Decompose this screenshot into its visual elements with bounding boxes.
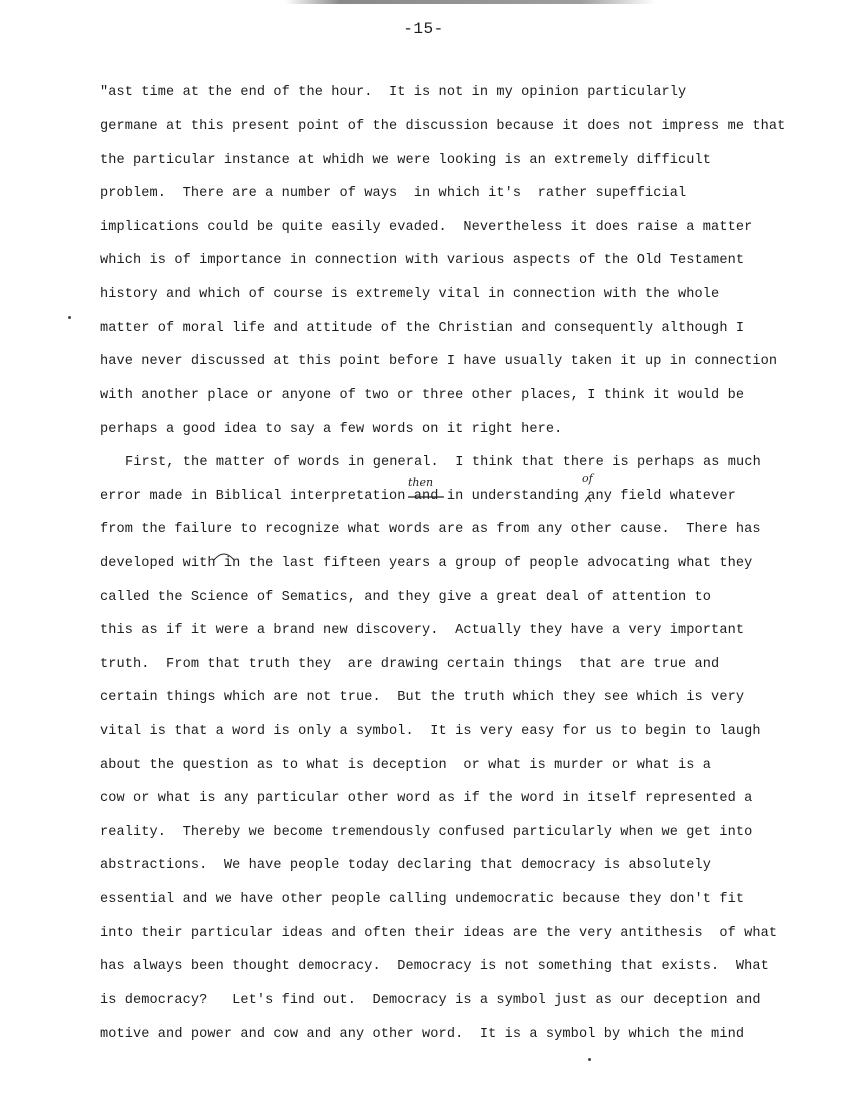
text-line: from the failure to recognize what words are as from any other cause. There has [100, 522, 761, 537]
text-line: cow or what is any particular other word as if the word in itself represented a [100, 791, 753, 806]
text-line: is democracy? Let's find out. Democracy is a symbol just as our deception and [100, 993, 761, 1008]
text-line: matter of moral life and attitude of the Christian and consequently although I [100, 321, 745, 336]
text-line: perhaps a good idea to say a few words on it right here. [100, 422, 563, 437]
text-line: First, the matter of words in general. I think that there is perhaps as much [125, 455, 761, 470]
text-line: developed with in the last fifteen years a group of people advocating what they [100, 556, 753, 571]
text-line: vital is that a word is only a symbol. It is very easy for us to begin to laugh [100, 724, 761, 739]
text-line: about the question as to what is deception or what is murder or what is a [100, 758, 712, 773]
text-line: the particular instance at whidh we were looking is an extremely difficult [100, 153, 712, 168]
text-line: called the Science of Sematics, and they give a great deal of attention to [100, 590, 712, 605]
text-line: error made in Biblical interpretation and in understanding any field whatever [100, 489, 736, 504]
text-line: abstractions. We have people today declaring that democracy is absolutely [100, 858, 712, 873]
stray-mark [588, 1058, 591, 1061]
stray-mark [68, 316, 71, 319]
text-line: with another place or anyone of two or three other places, I think it would be [100, 388, 745, 403]
text-line: history and which of course is extremely vital in connection with the whole [100, 287, 720, 302]
annotation-then: then [408, 476, 434, 489]
text-line: have never discussed at this point before I have usually taken it up in connection [100, 354, 778, 369]
text-line: which is of importance in connection with various aspects of the Old Testament [100, 253, 745, 268]
text-line: this as if it were a brand new discovery. Actually they have a very important [100, 623, 745, 638]
text-line: germane at this present point of the discussion because it does not impress me that [100, 119, 786, 134]
scan-edge-line [285, 0, 655, 4]
text-line: motive and power and cow and any other word. It is a symbol by which the mind [100, 1027, 745, 1042]
text-line: implications could be quite easily evaded. Nevertheless it does raise a matter [100, 220, 753, 235]
text-line: reality. Thereby we become tremendously confused particularly when we get into [100, 825, 753, 840]
text-line: problem. There are a number of ways in which it's rather supefficial [100, 186, 687, 201]
text-line: essential and we have other people calling undemocratic because they don't fit [100, 892, 745, 907]
page-number: -15- [403, 20, 444, 38]
text-line: truth. From that truth they are drawing certain things that are true and [100, 657, 720, 672]
text-line: has always been thought democracy. Democracy is not something that exists. What [100, 959, 769, 974]
text-line: "ast time at the end of the hour. It is not in my opinion particularly [100, 85, 687, 100]
annotation-of: of [582, 472, 593, 485]
text-line: certain things which are not true. But the truth which they see which is very [100, 690, 745, 705]
text-line: into their particular ideas and often their ideas are the very antithesis of what [100, 926, 778, 941]
